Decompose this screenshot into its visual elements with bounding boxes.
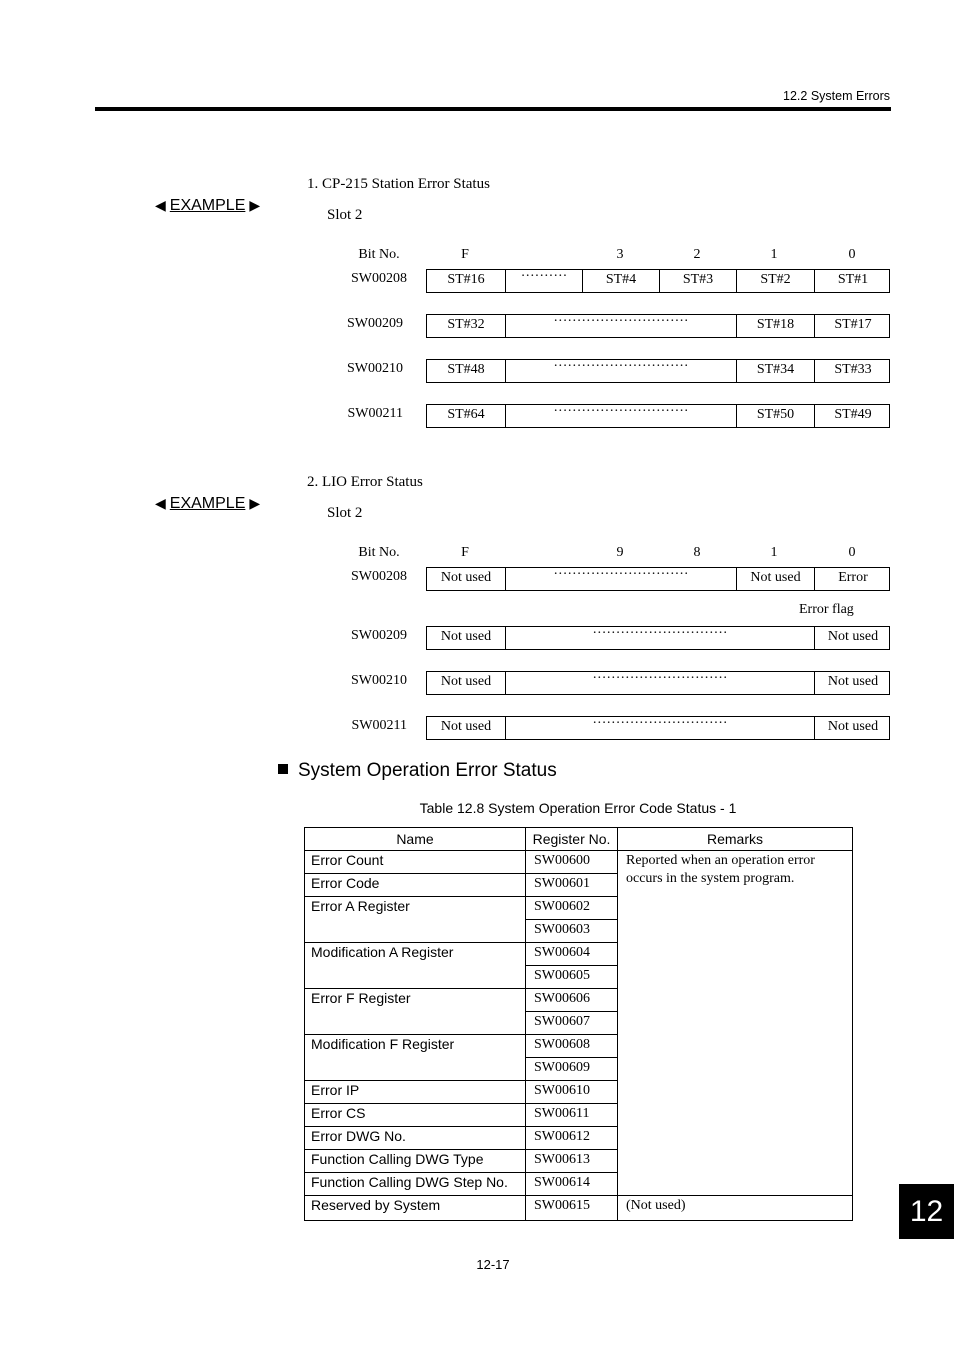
register-cell: SW00603 (526, 920, 618, 943)
register-label: SW00210 (347, 361, 403, 376)
right-triangle-icon: ▶ (249, 495, 261, 511)
ellipsis-cell: ····························· (505, 627, 814, 649)
table-caption: Table 12.8 System Operation Error Code Status - 1 (419, 800, 737, 816)
name-cell: Modification F Register (305, 1035, 526, 1081)
bit-label: F (461, 545, 469, 560)
running-header: 12.2 System Errors (783, 89, 890, 103)
bit-no-label: Bit No. (358, 247, 400, 262)
register-label: SW00208 (351, 569, 407, 584)
bit-label: 3 (616, 247, 624, 262)
register-cell: ST#3 (659, 270, 736, 292)
register-cell: SW00602 (526, 897, 618, 920)
bit-label: 9 (616, 545, 624, 560)
left-triangle-icon: ◀ (155, 495, 166, 511)
name-cell: Function Calling DWG Step No. (305, 1173, 526, 1196)
register-cell: Not used (440, 629, 492, 644)
example-label: EXAMPLE (169, 197, 246, 214)
bit-label: 8 (693, 545, 701, 560)
ellipsis-cell: ····························· (505, 360, 736, 382)
register-cell: SW00607 (526, 1012, 618, 1035)
table-row (305, 851, 853, 874)
name-cell: Error Count (305, 851, 526, 874)
bit-label: 0 (848, 545, 856, 560)
error-code-table (304, 827, 853, 1221)
register-cell: ST#48 (447, 362, 485, 377)
name-cell: Error DWG No. (305, 1127, 526, 1150)
bit-label: 2 (693, 247, 701, 262)
name-cell: Reserved by System (305, 1196, 526, 1221)
slot-label: Slot 2 (327, 505, 363, 521)
register-cell: SW00614 (526, 1173, 618, 1196)
name-cell: Error A Register (305, 897, 526, 943)
register-cell: ST#4 (582, 270, 659, 292)
register-label: SW00211 (347, 406, 403, 421)
register-cell: SW00601 (526, 874, 618, 897)
register-box (426, 671, 890, 695)
error-flag-label: Error flag (799, 602, 854, 617)
register-box (426, 626, 890, 650)
register-cell: Not used (736, 568, 814, 590)
example-label: EXAMPLE (169, 495, 246, 512)
section-heading-text: System Operation Error Status (298, 760, 557, 781)
remarks-cell: (Not used) (618, 1196, 853, 1221)
chapter-tab: 12 (899, 1184, 954, 1239)
register-cell: ST#16 (447, 272, 485, 287)
register-cell: Not used (440, 570, 492, 585)
register-label: SW00209 (347, 316, 403, 331)
error-bit-cell: Error (814, 568, 891, 590)
header-rule (95, 107, 891, 111)
register-cell: ST#18 (736, 315, 814, 337)
bit-label: 1 (770, 545, 778, 560)
register-cell: SW00605 (526, 966, 618, 989)
bit-number-row (0, 247, 954, 267)
table-row (305, 1196, 853, 1221)
register-cell: ST#49 (814, 405, 891, 427)
register-cell: SW00615 (526, 1196, 618, 1221)
bit-label: 1 (770, 247, 778, 262)
bit-label: F (461, 247, 469, 262)
example-badge (155, 495, 260, 513)
register-cell: Not used (814, 627, 891, 649)
right-triangle-icon: ▶ (249, 197, 261, 213)
example-badge (155, 197, 260, 215)
register-box (426, 269, 890, 293)
register-box (426, 314, 890, 338)
register-cell: Not used (440, 674, 492, 689)
register-cell: SW00606 (526, 989, 618, 1012)
name-cell: Error CS (305, 1104, 526, 1127)
register-cell: SW00600 (526, 851, 618, 874)
example-title: 1. CP-215 Station Error Status (307, 176, 490, 192)
register-cell: ST#64 (447, 407, 485, 422)
register-label: SW00208 (351, 271, 407, 286)
register-cell: SW00604 (526, 943, 618, 966)
register-cell: ST#17 (814, 315, 891, 337)
register-cell: SW00610 (526, 1081, 618, 1104)
left-triangle-icon: ◀ (155, 197, 166, 213)
name-cell: Modification A Register (305, 943, 526, 989)
register-box (426, 359, 890, 383)
register-cell: SW00609 (526, 1058, 618, 1081)
ellipsis-cell: ····························· (505, 405, 736, 427)
register-label: SW00209 (351, 628, 407, 643)
name-cell: Error Code (305, 874, 526, 897)
name-cell: Function Calling DWG Type (305, 1150, 526, 1173)
register-cell: Not used (440, 719, 492, 734)
ellipsis-cell: ····························· (505, 717, 814, 739)
register-cell: SW00613 (526, 1150, 618, 1173)
register-label: SW00211 (351, 718, 407, 733)
bit-number-row (0, 545, 954, 565)
register-cell: Not used (814, 717, 891, 739)
register-cell: SW00611 (526, 1104, 618, 1127)
name-cell: Error IP (305, 1081, 526, 1104)
bit-no-label: Bit No. (358, 545, 400, 560)
section-heading (278, 760, 557, 782)
square-bullet-icon (278, 764, 288, 774)
register-cell: ST#34 (736, 360, 814, 382)
register-cell: ST#2 (736, 270, 814, 292)
column-header: Name (305, 828, 526, 851)
ellipsis-cell: ·········· (505, 270, 582, 292)
example-title: 2. LIO Error Status (307, 474, 423, 490)
bit-label: 0 (848, 247, 856, 262)
remarks-cell: Reported when an operation error occurs in the system program. (618, 851, 853, 1196)
register-cell: SW00612 (526, 1127, 618, 1150)
page-number: 12-17 (476, 1257, 510, 1272)
column-header: Register No. (526, 828, 618, 851)
register-cell: Not used (814, 672, 891, 694)
ellipsis-cell: ····························· (505, 315, 736, 337)
register-cell: ST#32 (447, 317, 485, 332)
register-label: SW00210 (351, 673, 407, 688)
register-box (426, 404, 890, 428)
register-box (426, 567, 890, 591)
slot-label: Slot 2 (327, 207, 363, 223)
register-box (426, 716, 890, 740)
register-cell: ST#1 (814, 270, 891, 292)
register-cell: SW00608 (526, 1035, 618, 1058)
name-cell: Error F Register (305, 989, 526, 1035)
ellipsis-cell: ····························· (505, 568, 736, 590)
register-cell: ST#50 (736, 405, 814, 427)
ellipsis-cell: ····························· (505, 672, 814, 694)
register-cell: ST#33 (814, 360, 891, 382)
table-header-row (305, 828, 853, 851)
column-header: Remarks (618, 828, 853, 851)
